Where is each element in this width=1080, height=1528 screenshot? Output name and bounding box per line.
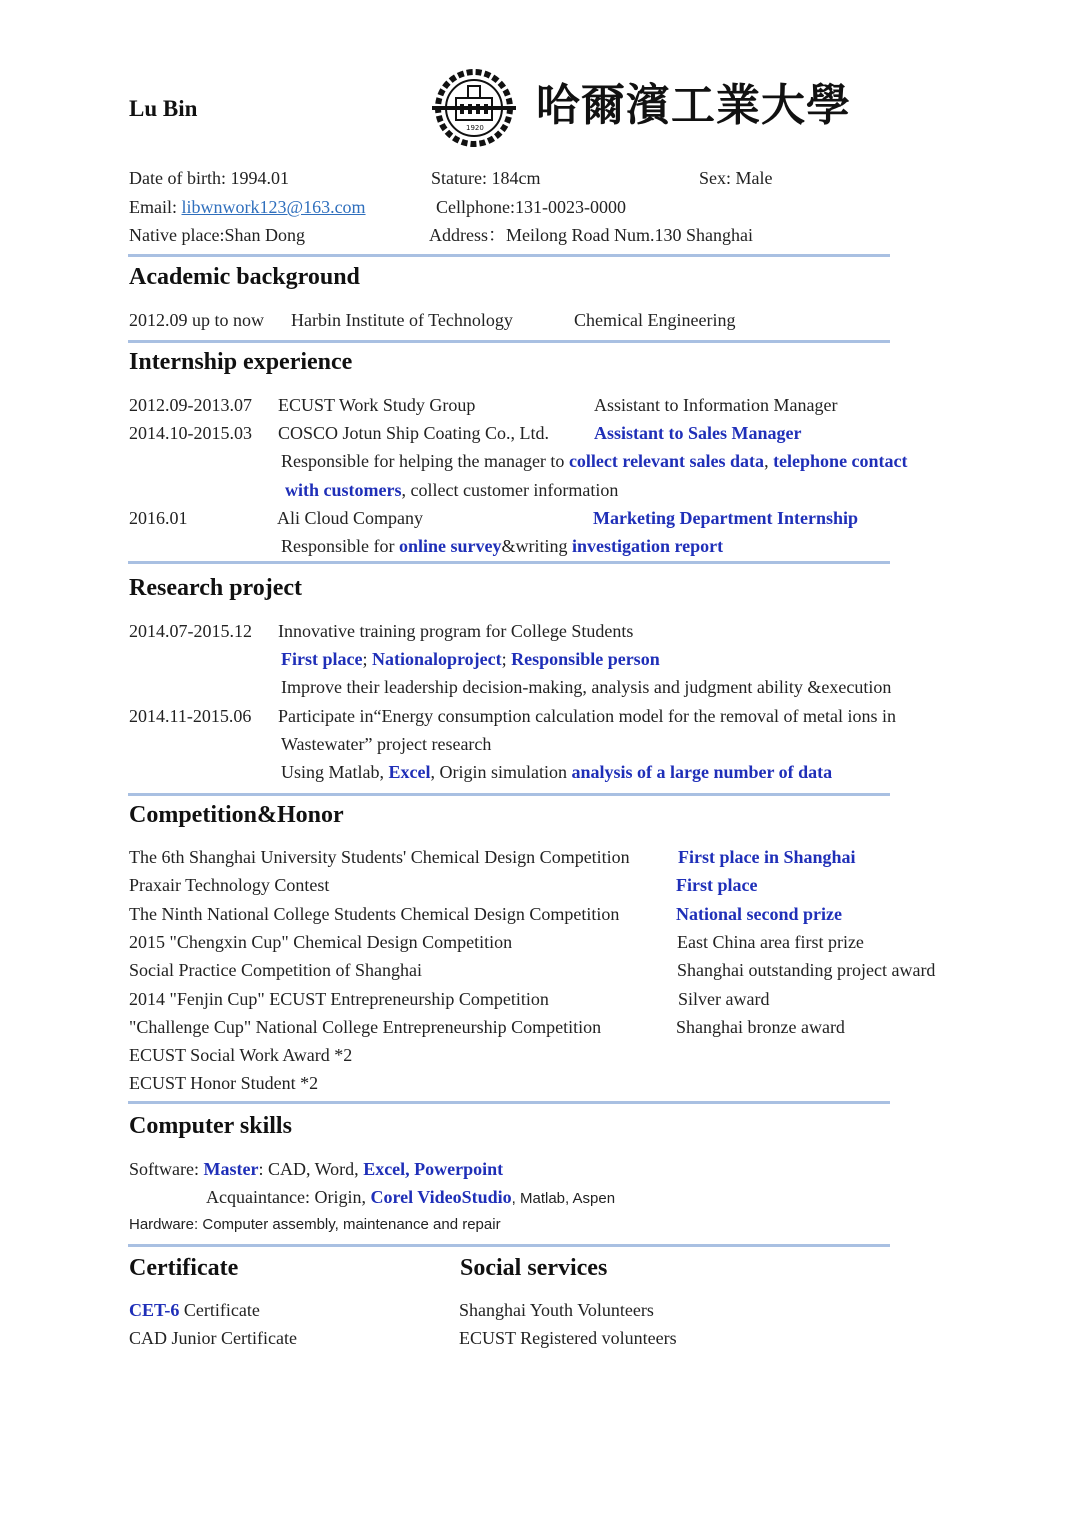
honor-name: ECUST Honor Student *2: [129, 1073, 319, 1093]
internship-desc: with customers, collect customer information: [285, 480, 619, 500]
internship-org: Ali Cloud Company: [277, 508, 424, 528]
section-divider: [128, 1244, 890, 1247]
section-divider: [128, 793, 890, 796]
section-divider: [128, 561, 890, 564]
academic-period: 2012.09 up to now: [129, 310, 264, 330]
research-title-cont: Wastewater” project research: [281, 734, 492, 754]
honor-award: First place in Shanghai: [678, 847, 856, 867]
university-emblem: [428, 68, 520, 148]
internship-period: 2016.01: [129, 508, 188, 528]
email-link[interactable]: libwnwork123@163.com: [181, 197, 366, 217]
research-heading: Research project: [129, 575, 303, 601]
honor-award: First place: [676, 875, 758, 895]
research-desc: Using Matlab, Excel, Origin simulation analysis of a large number of data: [281, 762, 833, 782]
honor-award: Shanghai outstanding project award: [677, 960, 936, 980]
candidate-name: Lu Bin: [129, 96, 198, 121]
internship-org: COSCO Jotun Ship Coating Co., Ltd.: [278, 423, 550, 443]
address: Address：Meilong Road Num.130 Shanghai: [429, 225, 753, 245]
acquaintance-line: Acquaintance: Origin, Corel VideoStudio, Matlab, Aspen: [206, 1187, 616, 1207]
internship-desc: Responsible for online survey&writing investigation report: [281, 536, 724, 556]
hardware-line: Hardware: Computer assembly, maintenance and repair: [129, 1216, 501, 1233]
honor-award: Shanghai bronze award: [676, 1017, 845, 1037]
university-logo-text: 哈爾濱工業大學: [536, 80, 851, 131]
certificate-item: CAD Junior Certificate: [129, 1328, 297, 1348]
honor-name: "Challenge Cup" National College Entrepreneurship Competition: [129, 1017, 602, 1037]
research-title: Innovative training program for College Students: [278, 621, 634, 641]
internship-role: Marketing Department Internship: [593, 508, 858, 528]
internship-role: Assistant to Information Manager: [594, 395, 838, 415]
honor-award: Silver award: [678, 989, 770, 1009]
native-place: Native place:Shan Dong: [129, 225, 305, 245]
internship-period: 2014.10-2015.03: [129, 423, 252, 443]
skills-heading: Computer skills: [129, 1113, 292, 1139]
academic-school: Harbin Institute of Technology: [291, 310, 513, 330]
internship-desc: Responsible for helping the manager to collect relevant sales data, telephone contact: [281, 451, 908, 471]
internship-org: ECUST Work Study Group: [278, 395, 476, 415]
internship-period: 2012.09-2013.07: [129, 395, 252, 415]
research-period: 2014.07-2015.12: [129, 621, 252, 641]
research-period: 2014.11-2015.06: [129, 706, 252, 726]
section-divider: [128, 340, 890, 343]
honor-name: 2014 "Fenjin Cup" ECUST Entrepreneurship Competition: [129, 989, 549, 1009]
honor-name: Social Practice Competition of Shanghai: [129, 960, 422, 980]
sex: Sex: Male: [699, 168, 773, 188]
honor-name: ECUST Social Work Award *2: [129, 1045, 353, 1065]
academic-major: Chemical Engineering: [574, 310, 736, 330]
honor-name: 2015 "Chengxin Cup" Chemical Design Competition: [129, 932, 513, 952]
honor-name: Praxair Technology Contest: [129, 875, 330, 895]
honor-name: The 6th Shanghai University Students' Chemical Design Competition: [129, 847, 630, 867]
software-line: Software: Master: CAD, Word, Excel, Powerpoint: [129, 1159, 504, 1179]
academic-heading: Academic background: [129, 264, 360, 290]
dob: Date of birth: 1994.01: [129, 168, 289, 188]
social-item: ECUST Registered volunteers: [459, 1328, 677, 1348]
svg-text:1920: 1920: [466, 124, 484, 132]
email-line: Email: libwnwork123@163.com: [129, 197, 366, 217]
certificate-item: CET-6 Certificate: [129, 1300, 260, 1320]
cellphone: Cellphone:131-0023-0000: [436, 197, 626, 217]
research-highlights: First place; Nationaloproject; Responsible person: [281, 649, 660, 669]
section-divider: [128, 1101, 890, 1104]
internship-heading: Internship experience: [129, 349, 353, 375]
internship-role: Assistant to Sales Manager: [594, 423, 802, 443]
stature: Stature: 184cm: [431, 168, 541, 188]
honor-name: The Ninth National College Students Chemical Design Competition: [129, 904, 620, 924]
research-desc: Improve their leadership decision-making, analysis and judgment ability &execution: [281, 677, 892, 697]
section-divider: [128, 254, 890, 257]
certificate-heading: Certificate: [129, 1255, 239, 1281]
social-heading: Social services: [460, 1255, 608, 1281]
research-title: Participate in“Energy consumption calculation model for the removal of metal ions in: [278, 706, 896, 726]
honor-award: East China area first prize: [677, 932, 864, 952]
honor-heading: Competition&Honor: [129, 802, 344, 828]
honor-award: National second prize: [676, 904, 842, 924]
social-item: Shanghai Youth Volunteers: [459, 1300, 654, 1320]
